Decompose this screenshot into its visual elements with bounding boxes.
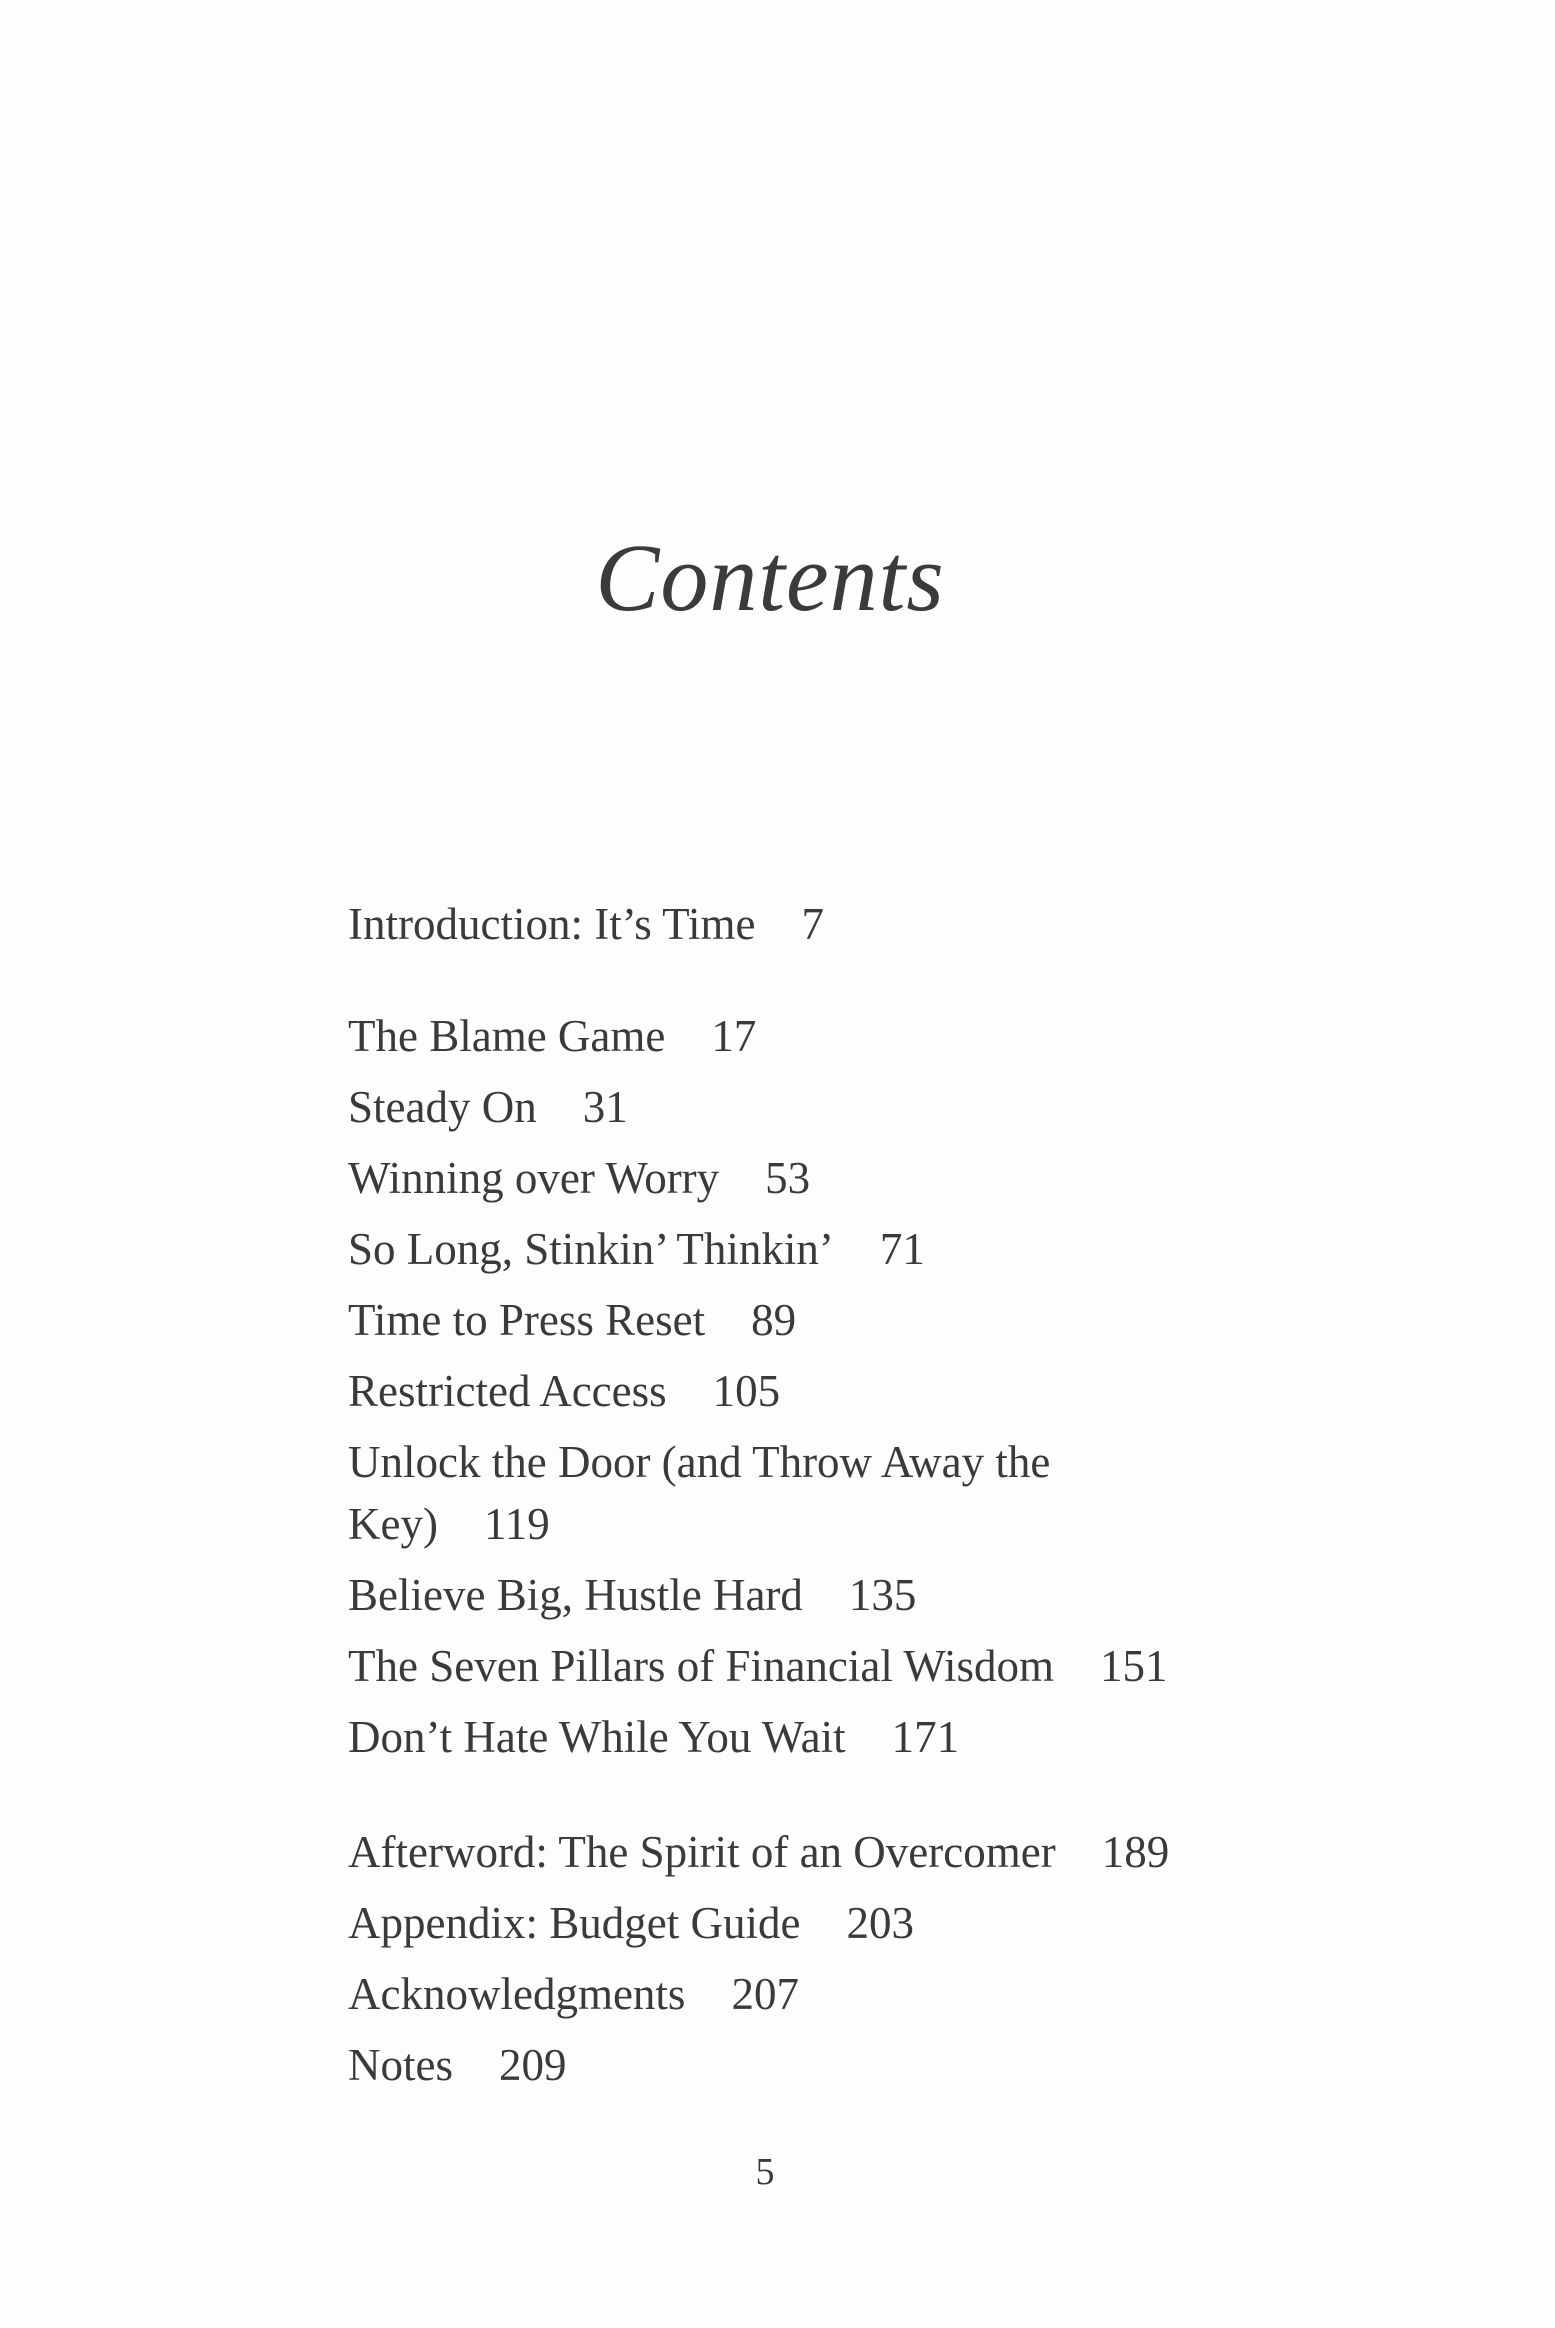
toc-entry-page: 7: [801, 899, 825, 949]
toc-entry-page: 31: [582, 1082, 628, 1132]
toc-entry-label-continued: Key): [348, 1499, 438, 1549]
toc-entry-label: Steady On: [348, 1082, 537, 1132]
toc-entry-label: Notes: [348, 2040, 453, 2090]
toc-entry-page: 105: [712, 1366, 781, 1416]
toc-entry-label: Time to Press Reset: [348, 1295, 706, 1345]
toc-entry-page: 135: [848, 1570, 917, 1620]
toc-entry-label: Introduction: It’s Time: [348, 899, 756, 949]
toc-entry-label: So Long, Stinkin’ Thinkin’: [348, 1224, 834, 1274]
toc-entry-page: 171: [891, 1712, 960, 1762]
toc-entry-page: 53: [765, 1153, 811, 1203]
page-number: 5: [755, 2151, 775, 2193]
toc-entry-label: Afterword: The Spirit of an Overcomer: [348, 1827, 1056, 1877]
toc-entry-page: 119: [483, 1499, 550, 1549]
toc-entry-page: 89: [751, 1295, 797, 1345]
toc-entry-page: 17: [711, 1011, 757, 1061]
toc-entry-page: 189: [1101, 1827, 1170, 1877]
toc-entry-label: Winning over Worry: [348, 1153, 720, 1203]
toc-entry-page: 203: [846, 1898, 914, 1948]
page-title: Contents: [595, 524, 945, 631]
toc-entry-page: 71: [879, 1224, 925, 1274]
toc-entry-label: Appendix: Budget Guide: [348, 1898, 801, 1948]
toc-entry-page: 151: [1100, 1641, 1168, 1691]
toc-entry-label: Believe Big, Hustle Hard: [348, 1570, 803, 1620]
toc-entry-label: The Seven Pillars of Financial Wisdom: [348, 1641, 1055, 1691]
toc-entry-label: Unlock the Door (and Throw Away the: [348, 1437, 1051, 1487]
toc-entry-label: Don’t Hate While You Wait: [348, 1712, 846, 1762]
toc-entry-label: The Blame Game: [348, 1011, 666, 1061]
toc-entry-label: Restricted Access: [348, 1366, 667, 1416]
toc-entry-label: Acknowledgments: [348, 1969, 686, 2019]
toc-entry-page: 209: [499, 2040, 567, 2090]
toc-entry-page: 207: [731, 1969, 799, 2019]
